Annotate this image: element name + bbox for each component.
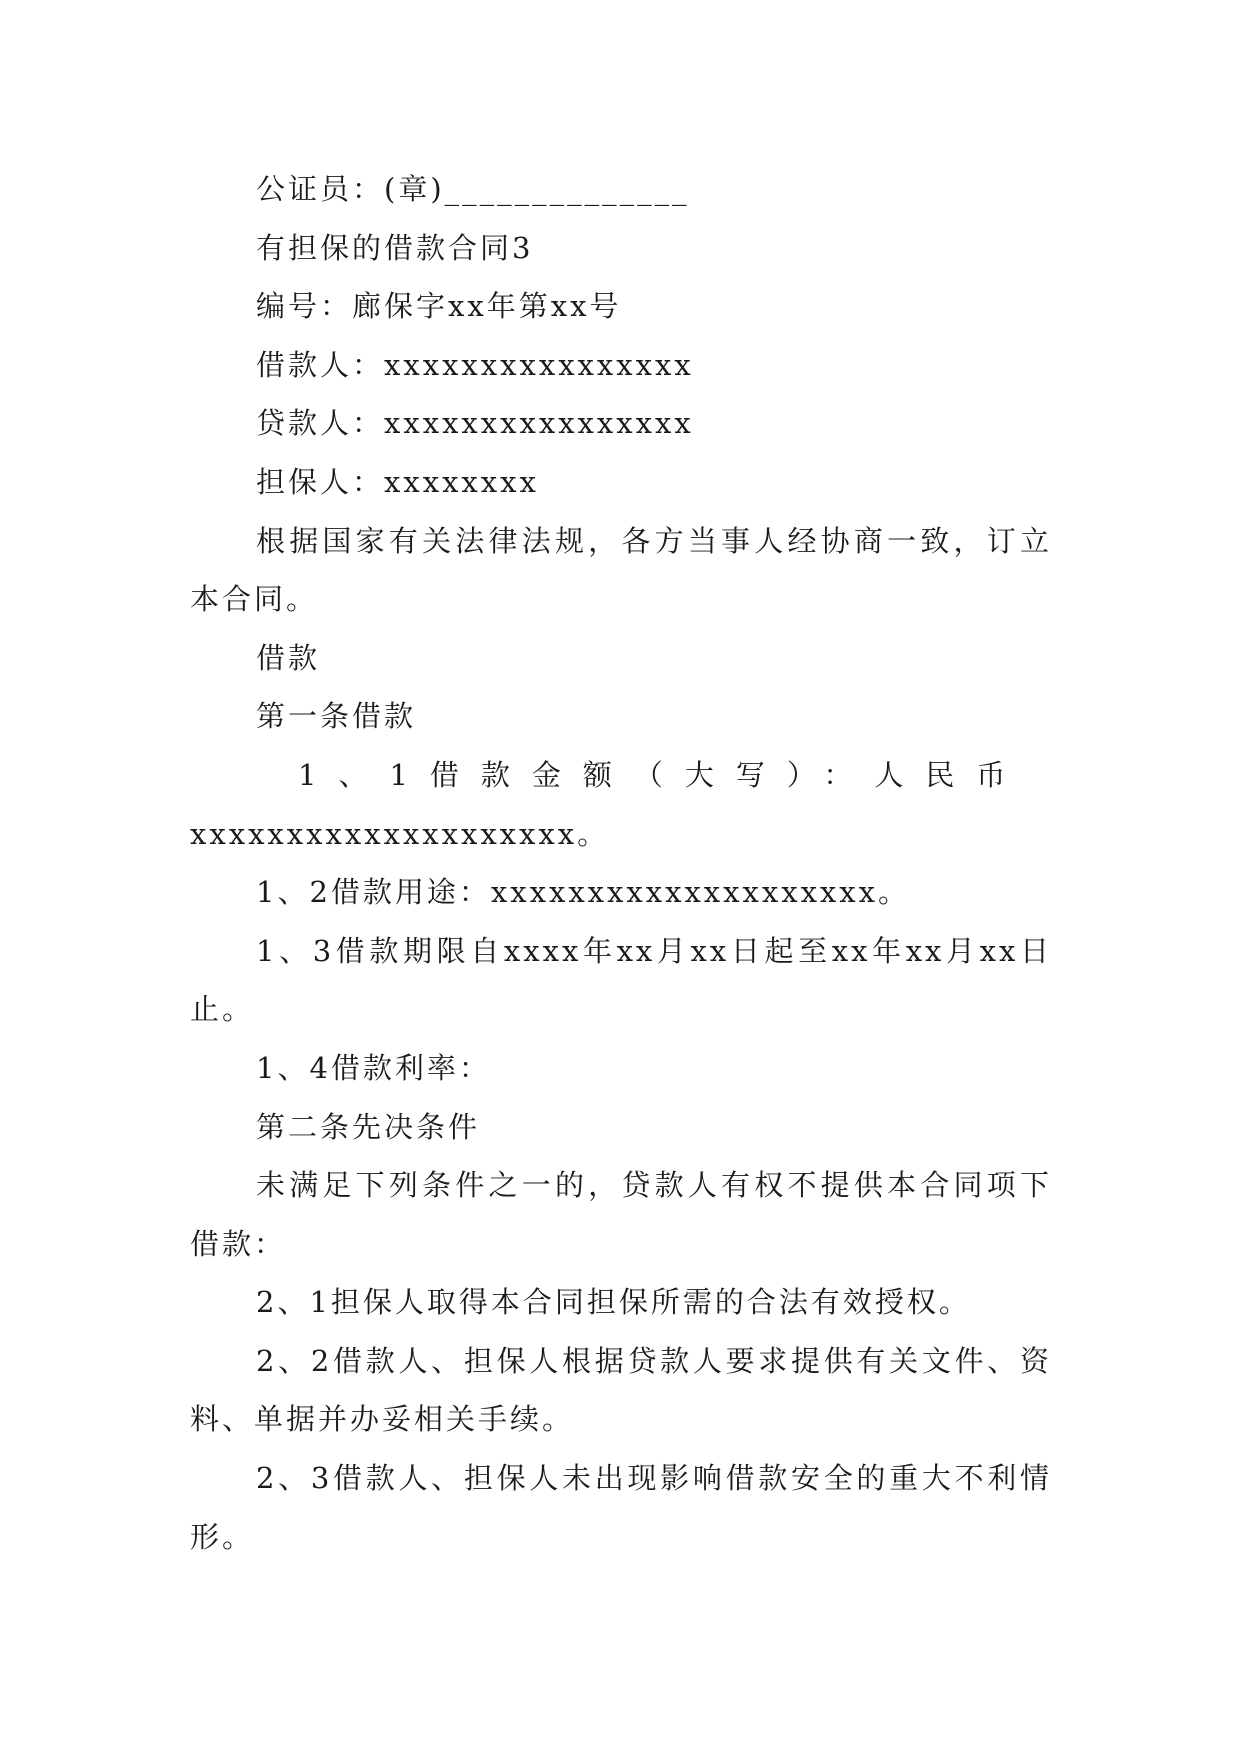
article-2-intro: 未满足下列条件之一的，贷款人有权不提供本合同项下借款： bbox=[190, 1168, 1052, 1261]
article-2-heading: 第二条先决条件 bbox=[256, 1109, 481, 1144]
clause-1-4: 1、4借款利率： bbox=[256, 1050, 491, 1085]
article-1-heading: 第一条借款 bbox=[256, 699, 417, 734]
document-body bbox=[190, 160, 1052, 1566]
contract-title: 有担保的借款合同3 bbox=[256, 230, 534, 265]
clause-2-3: 2、3借款人、担保人未出现影响借款安全的重大不利情形。 bbox=[190, 1461, 1052, 1554]
borrower-line: 借款人：xxxxxxxxxxxxxxxx bbox=[256, 347, 694, 382]
clause-1-2: 1、2借款用途：xxxxxxxxxxxxxxxxxxxx。 bbox=[256, 875, 911, 910]
contract-number: 编号：廊保字xx年第xx号 bbox=[256, 289, 622, 324]
clause-2-2: 2、2借款人、担保人根据贷款人要求提供有关文件、资料、单据并办妥相关手续。 bbox=[190, 1343, 1052, 1437]
clause-1-1: 1、1借款金额（大写）：人民币 bbox=[298, 757, 1028, 792]
preamble-paragraph: 根据国家有关法律法规，各方当事人经协商一致，订立本合同。 bbox=[190, 523, 1052, 617]
guarantor-line: 担保人：xxxxxxxx bbox=[256, 464, 539, 499]
section-heading-loan: 借款 bbox=[256, 640, 321, 675]
clause-1-3: 1、3借款期限自xxxx年xx月xx日起至xx年xx月xx日止。 bbox=[190, 933, 1052, 1027]
clause-1-1-amount: xxxxxxxxxxxxxxxxxxxx。 bbox=[190, 816, 610, 851]
clause-2-1: 2、1担保人取得本合同担保所需的合法有效授权。 bbox=[256, 1285, 971, 1320]
lender-line: 贷款人：xxxxxxxxxxxxxxxx bbox=[256, 406, 694, 441]
notary-line: 公证员：(章)______________ bbox=[256, 172, 690, 206]
